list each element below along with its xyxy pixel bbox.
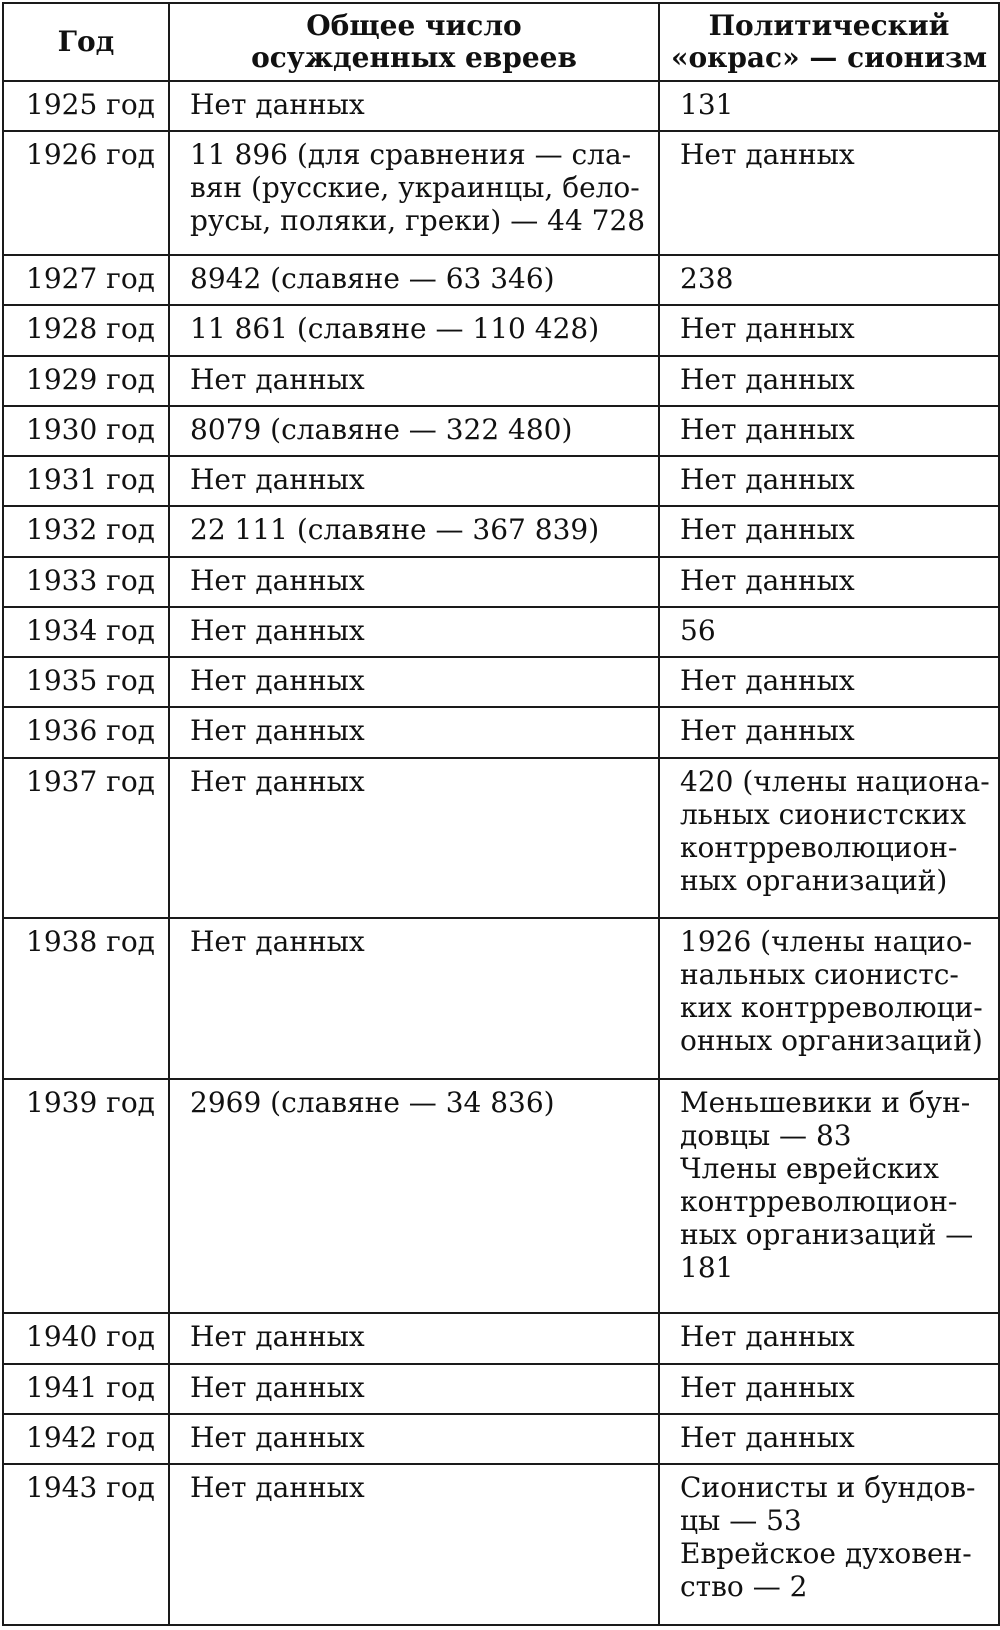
year-cell-text: 1938 год	[26, 925, 155, 959]
political-zionism-cell	[659, 1313, 999, 1363]
table-row	[3, 1313, 999, 1363]
year-cell	[3, 1464, 169, 1625]
total-convicted-cell	[169, 1364, 659, 1414]
political-zionism-cell-text: Нет данных	[680, 664, 855, 698]
table-row	[3, 557, 999, 607]
year-cell	[3, 1313, 169, 1363]
year-cell	[3, 506, 169, 556]
total-convicted-cell-text: Нет данных	[190, 1370, 365, 1404]
total-convicted-cell	[169, 557, 659, 607]
total-convicted-cell	[169, 707, 659, 757]
table-row	[3, 356, 999, 406]
total-convicted-cell	[169, 758, 659, 919]
table-row	[3, 1464, 999, 1625]
total-convicted-cell-text: Нет данных	[190, 563, 365, 597]
table-row	[3, 657, 999, 707]
political-zionism-cell-text: Нет данных	[680, 563, 855, 597]
total-convicted-cell-text: Нет данных	[190, 764, 365, 798]
total-convicted-cell-text: 8942 (славяне — 63 346)	[190, 262, 555, 296]
total-convicted-cell	[169, 131, 659, 255]
political-zionism-cell	[659, 406, 999, 456]
year-cell-text: 1934 год	[26, 613, 155, 647]
total-convicted-cell	[169, 1414, 659, 1464]
political-zionism-cell-text: 56	[680, 613, 716, 647]
total-convicted-cell-text: Нет данных	[190, 613, 365, 647]
political-zionism-cell	[659, 1364, 999, 1414]
year-cell-text: 1930 год	[26, 412, 155, 446]
year-cell-text: 1933 год	[26, 563, 155, 597]
political-zionism-cell-text: Нет данных	[680, 1420, 855, 1454]
table-row	[3, 456, 999, 506]
total-convicted-cell	[169, 1464, 659, 1625]
total-convicted-cell-text: 2969 (славяне — 34 836)	[190, 1086, 555, 1119]
political-zionism-cell-text: Нет данных	[680, 513, 855, 547]
political-zionism-cell	[659, 707, 999, 757]
total-convicted-cell-text: Нет данных	[190, 1420, 365, 1454]
total-convicted-cell-text: 11 861 (славяне — 110 428)	[190, 312, 600, 346]
political-zionism-cell	[659, 255, 999, 305]
total-convicted-cell-text: Нет данных	[190, 1320, 365, 1354]
table-row	[3, 1079, 999, 1313]
year-cell	[3, 1364, 169, 1414]
table-body	[3, 81, 999, 1625]
year-cell-text: 1939 год	[26, 1086, 155, 1119]
political-zionism-cell-text: Сионисты и бундов- цы — 53 Еврейское духовен- ство — 2	[680, 1471, 976, 1604]
table-row	[3, 918, 999, 1079]
year-cell	[3, 255, 169, 305]
year-cell-text: 1942 год	[26, 1420, 155, 1454]
political-zionism-cell	[659, 356, 999, 406]
political-zionism-cell	[659, 1079, 999, 1313]
total-convicted-cell-text: Нет данных	[190, 88, 365, 121]
year-cell-text: 1940 год	[26, 1320, 155, 1354]
table-row	[3, 506, 999, 556]
political-zionism-cell-text: Нет данных	[680, 463, 855, 497]
table-row	[3, 81, 999, 131]
table-row	[3, 758, 999, 919]
table-row	[3, 707, 999, 757]
total-convicted-cell	[169, 506, 659, 556]
total-convicted-cell	[169, 1313, 659, 1363]
political-zionism-cell-text: 238	[680, 262, 734, 296]
table-row	[3, 1414, 999, 1464]
year-cell-text: 1935 год	[26, 664, 155, 698]
political-zionism-cell-text: 420 (члены национа- льных сионистских контрреволюцион- ных организаций)	[680, 764, 990, 897]
year-cell-text: 1943 год	[26, 1471, 155, 1505]
total-convicted-cell	[169, 356, 659, 406]
year-cell	[3, 607, 169, 657]
year-cell-text: 1936 год	[26, 714, 155, 748]
year-cell-text: 1927 год	[26, 262, 155, 296]
table-row	[3, 406, 999, 456]
table-header	[3, 3, 999, 81]
table-row	[3, 131, 999, 255]
political-zionism-cell	[659, 305, 999, 355]
total-convicted-cell	[169, 406, 659, 456]
year-cell	[3, 758, 169, 919]
year-cell	[3, 131, 169, 255]
political-zionism-cell-text: 131	[680, 88, 734, 121]
year-cell	[3, 406, 169, 456]
year-cell-text: 1926 год	[26, 138, 155, 172]
convictions-table	[2, 2, 1000, 1626]
header-year: Год	[3, 3, 169, 81]
year-cell	[3, 557, 169, 607]
political-zionism-cell-text: Нет данных	[680, 362, 855, 396]
table-row	[3, 1364, 999, 1414]
total-convicted-cell-text: 8079 (славяне — 322 480)	[190, 412, 573, 446]
total-convicted-cell	[169, 657, 659, 707]
year-cell-text: 1937 год	[26, 764, 155, 798]
political-zionism-cell-text: Нет данных	[680, 138, 855, 172]
total-convicted-cell-text: Нет данных	[190, 1471, 365, 1505]
year-cell-text: 1932 год	[26, 513, 155, 547]
year-cell-text: 1925 год	[26, 88, 155, 121]
total-convicted-cell-text: Нет данных	[190, 362, 365, 396]
total-convicted-cell-text: Нет данных	[190, 463, 365, 497]
year-cell	[3, 81, 169, 131]
year-cell	[3, 918, 169, 1079]
total-convicted-cell	[169, 305, 659, 355]
year-cell-text: 1931 год	[26, 463, 155, 497]
political-zionism-cell-text: Нет данных	[680, 714, 855, 748]
year-cell-text: 1941 год	[26, 1370, 155, 1404]
political-zionism-cell-text: Нет данных	[680, 312, 855, 346]
political-zionism-cell-text: Нет данных	[680, 412, 855, 446]
political-zionism-cell	[659, 607, 999, 657]
political-zionism-cell	[659, 81, 999, 131]
political-zionism-cell	[659, 506, 999, 556]
political-zionism-cell-text: 1926 (члены нацио- нальных сионистс- ких контрреволюци- онных организаций)	[680, 925, 983, 1058]
total-convicted-cell-text: 22 111 (славяне — 367 839)	[190, 513, 600, 547]
total-convicted-cell	[169, 81, 659, 131]
year-cell	[3, 356, 169, 406]
table-row	[3, 255, 999, 305]
year-cell	[3, 1414, 169, 1464]
political-zionism-cell	[659, 557, 999, 607]
year-cell	[3, 1079, 169, 1313]
total-convicted-cell	[169, 255, 659, 305]
total-convicted-cell	[169, 918, 659, 1079]
political-zionism-cell	[659, 131, 999, 255]
total-convicted-cell-text: Нет данных	[190, 714, 365, 748]
total-convicted-cell-text: Нет данных	[190, 664, 365, 698]
year-cell-text: 1928 год	[26, 312, 155, 346]
political-zionism-cell	[659, 758, 999, 919]
political-zionism-cell	[659, 1414, 999, 1464]
header-political-zionism: Политический «окрас» — сионизм	[659, 3, 999, 81]
political-zionism-cell	[659, 918, 999, 1079]
political-zionism-cell	[659, 657, 999, 707]
political-zionism-cell-text: Меньшевики и бун- довцы — 83 Члены еврейских контрреволюцион- ных организаций — 181	[680, 1086, 974, 1284]
total-convicted-cell-text: Нет данных	[190, 925, 365, 959]
political-zionism-cell-text: Нет данных	[680, 1320, 855, 1354]
year-cell	[3, 657, 169, 707]
total-convicted-cell	[169, 456, 659, 506]
political-zionism-cell	[659, 1464, 999, 1625]
political-zionism-cell-text: Нет данных	[680, 1370, 855, 1404]
table-row	[3, 607, 999, 657]
header-row	[3, 3, 999, 81]
total-convicted-cell	[169, 607, 659, 657]
header-total-convicted: Общее число осужденных евреев	[169, 3, 659, 81]
year-cell	[3, 305, 169, 355]
total-convicted-cell-text: 11 896 (для сравнения — сла- вян (русские, украинцы, бело- русы, поляки, греки) — 44 728	[190, 138, 646, 238]
year-cell	[3, 456, 169, 506]
total-convicted-cell	[169, 1079, 659, 1313]
year-cell-text: 1929 год	[26, 362, 155, 396]
table-row	[3, 305, 999, 355]
political-zionism-cell	[659, 456, 999, 506]
year-cell	[3, 707, 169, 757]
